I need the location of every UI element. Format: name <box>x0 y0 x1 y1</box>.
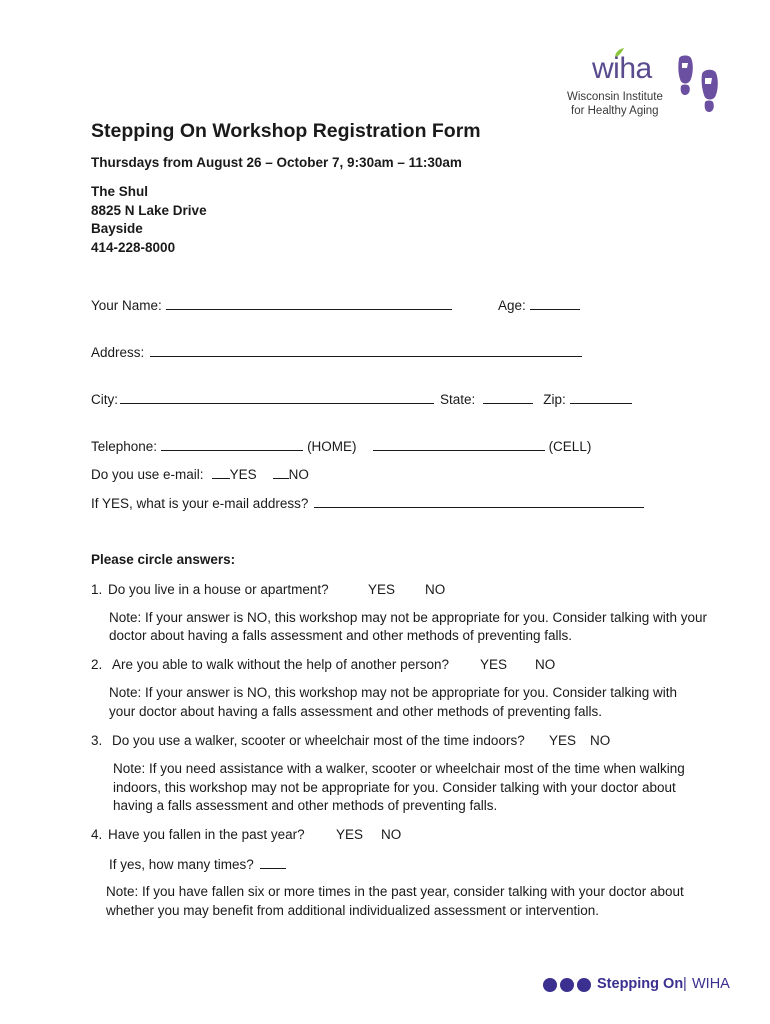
telephone-row <box>91 438 591 454</box>
schedule: Thursdays from August 26 – October 7, 9:30am – 11:30am <box>91 155 462 170</box>
location-city: Bayside <box>91 221 143 236</box>
footer-separator: | <box>683 976 687 992</box>
footer-brand-name: Stepping On <box>597 976 684 992</box>
email-address-field[interactable] <box>314 495 644 508</box>
age-label: Age: <box>498 298 526 313</box>
address-row <box>91 344 582 360</box>
no-option[interactable]: NO <box>535 657 556 672</box>
question-note-line: your doctor about having a falls assessment and other methods of preventing falls. <box>109 704 603 719</box>
city-label: City: <box>91 392 118 407</box>
address-field[interactable] <box>150 344 582 357</box>
email-use-row <box>91 466 309 482</box>
question-note-line: indoors, this workshop may not be appropriate for you. Consider talking with your doctor about <box>113 780 676 795</box>
email-no-check[interactable] <box>273 466 289 479</box>
question-number: 1. <box>91 582 103 597</box>
question-note-line: Note: If you need assistance with a walker, scooter or wheelchair most of the time when walking <box>113 761 685 776</box>
logo-line1: Wisconsin Institute <box>567 91 663 103</box>
email-address-row <box>91 495 644 511</box>
questions-heading: Please circle answers: <box>91 552 236 567</box>
question-text: Have you fallen in the past year? <box>108 827 305 842</box>
name-field[interactable] <box>166 297 452 310</box>
city-field[interactable] <box>120 391 434 404</box>
email-address-label: If YES, what is your e-mail address? <box>91 496 309 511</box>
age-row <box>498 297 580 313</box>
question-note-line: Note: If you have fallen six or more times in the past year, consider talking with your doctor about <box>106 884 684 899</box>
question-note-line: Note: If your answer is NO, this workshop may not be appropriate for you. Consider talking with <box>109 685 678 700</box>
email-yes-label: YES <box>229 467 257 482</box>
location-street: 8825 N Lake Drive <box>91 203 207 218</box>
no-option[interactable]: NO <box>425 582 446 597</box>
home-label: (HOME) <box>307 439 357 454</box>
no-option[interactable]: NO <box>590 733 611 748</box>
telephone-label: Telephone: <box>91 439 158 454</box>
question-note-line: whether you may benefit from additional individualized assessment or intervention. <box>106 903 600 918</box>
logo-line2: for Healthy Aging <box>571 105 659 117</box>
yes-option[interactable]: YES <box>549 733 577 748</box>
falls-count-label: If yes, how many times? <box>109 857 254 872</box>
email-question: Do you use e-mail: <box>91 467 204 482</box>
yes-option[interactable]: YES <box>336 827 364 842</box>
question-text: Are you able to walk without the help of another person? <box>112 657 449 672</box>
age-field[interactable] <box>530 297 580 310</box>
logo-wordmark: wiha <box>592 52 652 85</box>
name-label: Your Name: <box>91 298 162 313</box>
question-number: 4. <box>91 827 103 842</box>
question-number: 2. <box>91 657 103 672</box>
question-note-line: doctor about having a falls assessment and other methods of preventing falls. <box>109 628 573 643</box>
footprints-icon <box>676 54 722 120</box>
cell-phone-field[interactable] <box>373 438 545 451</box>
name-row <box>91 297 452 313</box>
question-text: Do you live in a house or apartment? <box>108 582 329 597</box>
state-field[interactable] <box>483 391 533 404</box>
city-row <box>91 391 632 407</box>
yes-option[interactable]: YES <box>480 657 508 672</box>
email-yes-check[interactable] <box>212 466 230 479</box>
zip-field[interactable] <box>570 391 632 404</box>
location-name: The Shul <box>91 184 148 199</box>
falls-count-row <box>109 856 286 872</box>
question-note-line: Note: If your answer is NO, this workshop may not be appropriate for you. Consider talking with your <box>109 610 708 625</box>
cell-label: (CELL) <box>548 439 592 454</box>
location-phone: 414-228-8000 <box>91 240 176 255</box>
zip-label: Zip: <box>543 392 566 407</box>
yes-option[interactable]: YES <box>368 582 396 597</box>
no-option[interactable]: NO <box>381 827 402 842</box>
falls-count-field[interactable] <box>260 856 286 869</box>
question-number: 3. <box>91 733 103 748</box>
state-label: State: <box>440 392 476 407</box>
form-title: Stepping On Workshop Registration Form <box>91 120 481 142</box>
home-phone-field[interactable] <box>161 438 303 451</box>
email-no-label: NO <box>288 467 309 482</box>
question-note-line: having a falls assessment and other methods of preventing falls. <box>113 798 498 813</box>
question-text: Do you use a walker, scooter or wheelchair most of the time indoors? <box>112 733 525 748</box>
dots-icon <box>542 977 594 993</box>
footer-org: WIHA <box>692 976 730 992</box>
address-label: Address: <box>91 345 145 360</box>
